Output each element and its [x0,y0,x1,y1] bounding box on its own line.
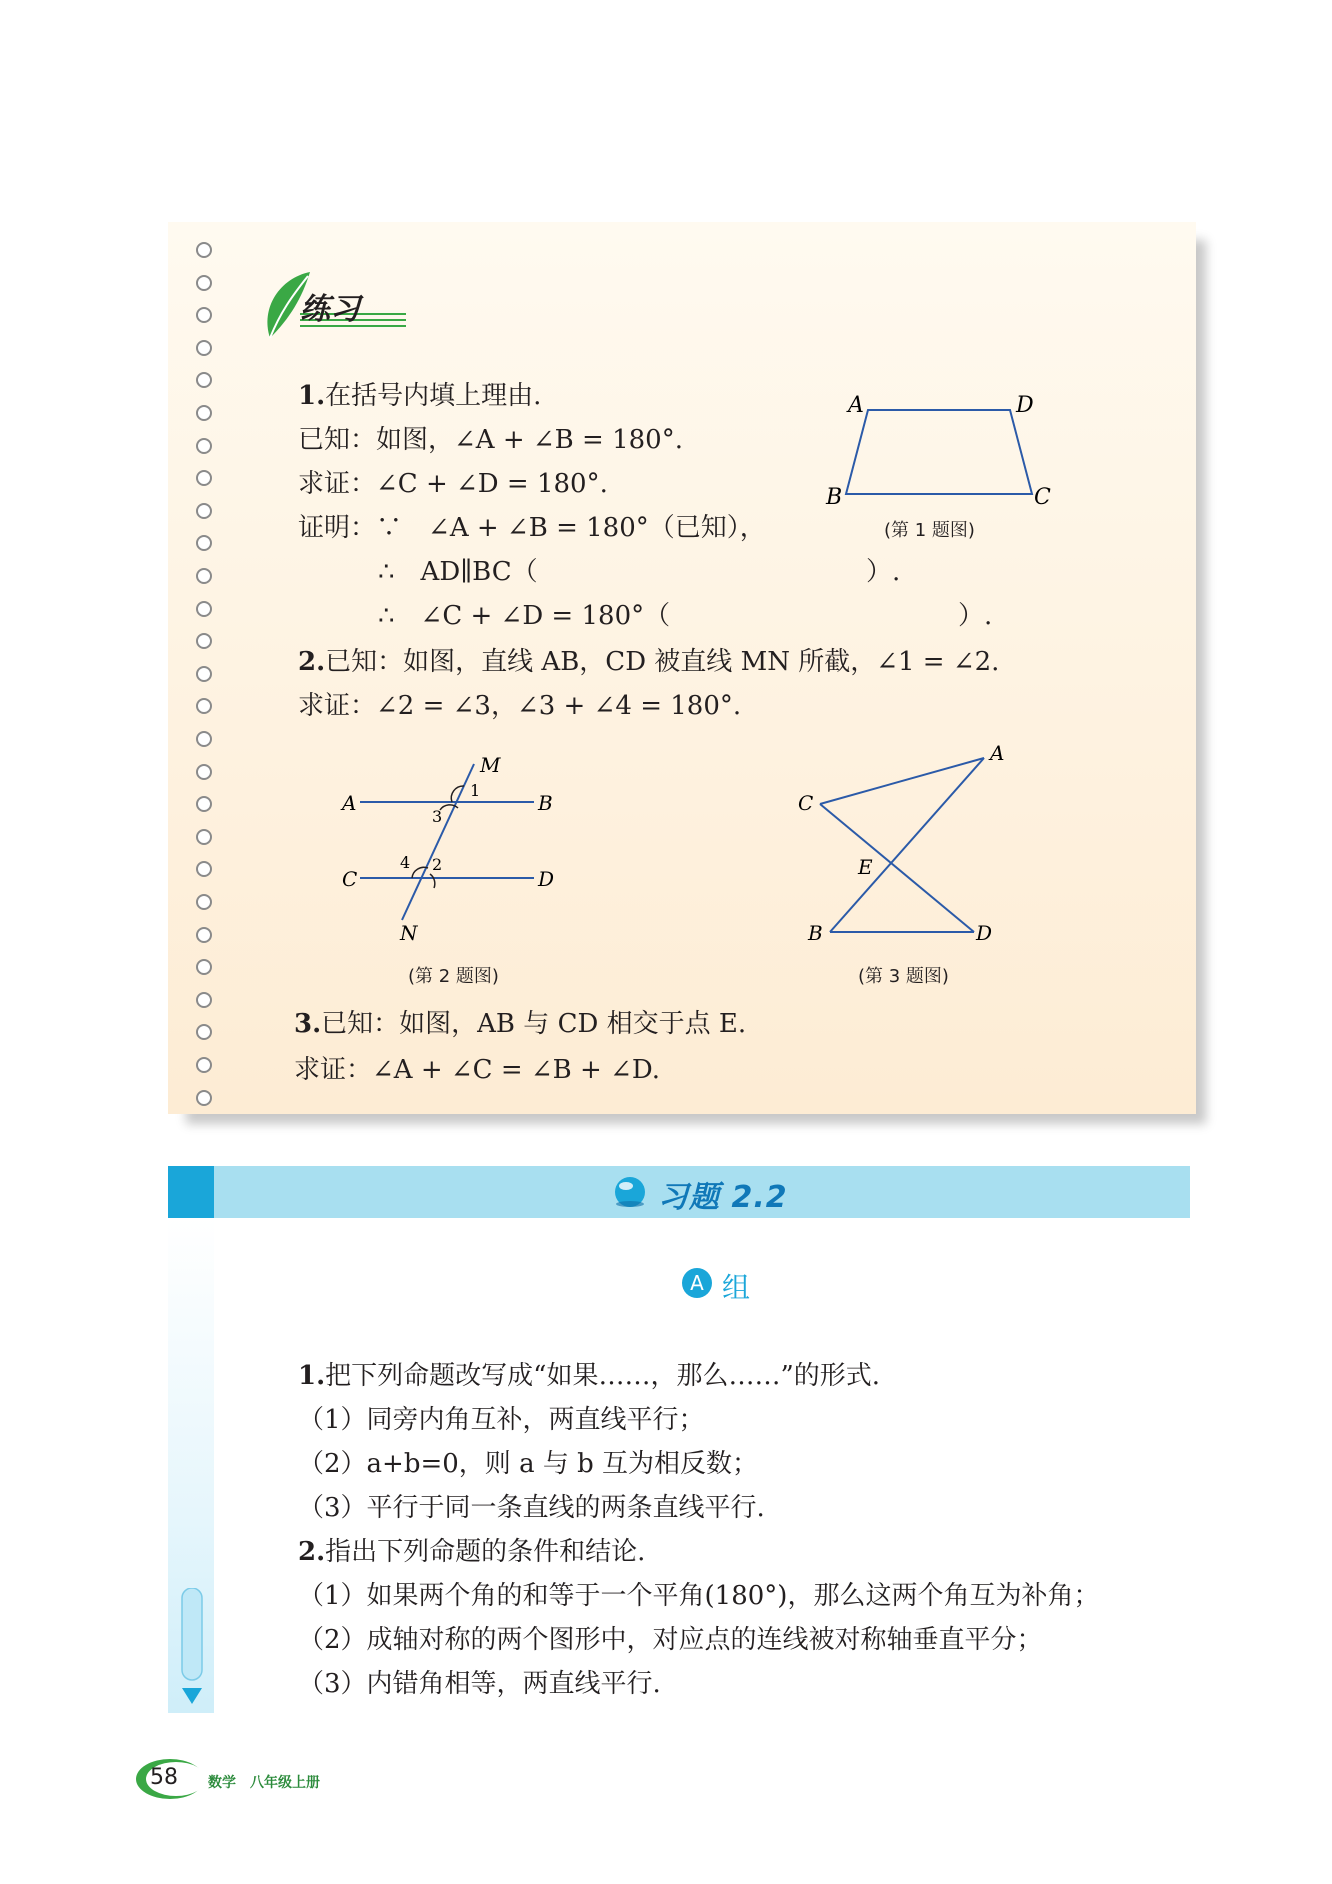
notebook-ring [196,503,212,519]
figure-3-crossing [790,742,1030,952]
notebook-ring [196,992,212,1008]
angle-2-arc [430,874,435,888]
fig1-label-a: A [848,393,864,418]
ex-q2-item-2: （2）成轴对称的两个图形中，对应点的连线被对称轴垂直平分； [298,1625,1043,1655]
fig3-label-c: C [798,791,814,815]
segment-cd [820,804,974,932]
fig2-label-c: C [342,867,358,891]
notebook-ring [196,927,212,943]
notebook-ring [196,405,212,421]
q1-prompt: 1.在括号内填上理由. [298,381,542,411]
fig2-angle-3: 3 [432,807,443,826]
notebook-ring [196,275,212,291]
ex-q1-item-1: （1）同旁内角互补，两直线平行； [298,1405,705,1435]
notebook-ring [196,438,212,454]
notebook-ring [196,666,212,682]
group-label: 组 [722,1271,751,1304]
q1-proof-line3: ∴ ∠C + ∠D = 180°（ [378,601,671,631]
q1-proof-line2: ∴ AD∥BC（ [378,557,538,587]
fig2-label-n: N [400,921,418,945]
notebook-ring [196,894,212,910]
q1-proof-line3-close: ）. [958,601,993,631]
globe-icon [612,1174,648,1210]
q1-prove: 求证：∠C + ∠D = 180°. [298,469,608,499]
notebook-ring [196,340,212,356]
q2-given: 2.已知：如图，直线 AB，CD 被直线 MN 所截，∠1 = ∠2. [298,647,1000,677]
exercise-title: 习题 2.2 [658,1180,788,1215]
figure-1-trapezoid [820,392,1060,512]
ex-q1-item-3: （3）平行于同一条直线的两条直线平行. [298,1493,765,1523]
ex-q2-item-3: （3）内错角相等，两直线平行. [298,1669,661,1699]
fig3-label-e: E [858,855,873,879]
scroll-indicator-icon [180,1588,204,1708]
segment-ab [830,758,984,932]
fig1-label-c: C [1034,485,1051,510]
figure-2-transversal [330,750,580,950]
notebook-ring [196,601,212,617]
figure-2-caption: (第 2 题图) [408,966,499,987]
notebook-ring [196,1057,212,1073]
footer-book-title: 数学 八年级上册 [208,1775,320,1791]
ex-q1-item-2: （2）a+b=0，则 a 与 b 互为相反数； [298,1449,759,1479]
exercise-header-square [168,1166,214,1218]
notebook-ring [196,242,212,258]
fig3-label-a: A [990,742,1005,765]
page-number: 58 [150,1765,178,1790]
fig2-label-m: M [480,753,501,777]
notebook-ring [196,731,212,747]
ex-q2-item-1: （1）如果两个角的和等于一个平角(180°)，那么这两个角互为补角； [298,1581,1100,1611]
figure-1-caption: (第 1 题图) [884,520,975,541]
line-mn [402,764,474,920]
practice-heading: 练习 [300,292,360,327]
figure-3-caption: (第 3 题图) [858,966,949,987]
q1-given: 已知：如图，∠A + ∠B = 180°. [298,425,683,455]
q2-prove: 求证：∠2 = ∠3，∠3 + ∠4 = 180°. [298,691,742,721]
q1-proof-line1: 证明：∵ ∠A + ∠B = 180°（已知）， [298,513,766,543]
fig1-label-d: D [1016,393,1034,418]
notebook-ring [196,829,212,845]
angle-3-arc [440,805,458,810]
ex-q1-prompt: 1.把下列命题改写成“如果……，那么……”的形式. [298,1361,881,1391]
notebook-ring [196,1090,212,1106]
q3-prove: 求证：∠A + ∠C = ∠B + ∠D. [294,1055,661,1085]
notebook-ring [196,568,212,584]
fig1-label-b: B [826,485,843,510]
fig2-angle-2: 2 [432,855,443,874]
fig3-label-d: D [976,921,993,945]
q3-given: 3.已知：如图，AB 与 CD 相交于点 E. [294,1009,747,1039]
fig2-label-b: B [538,791,553,815]
notebook-ring [196,764,212,780]
segment-ca [820,758,984,804]
ex-q2-prompt: 2.指出下列命题的条件和结论. [298,1537,646,1567]
fig2-angle-4: 4 [400,853,411,872]
q1-proof-line2-close: ）. [866,557,901,587]
fig2-angle-1: 1 [470,781,481,800]
group-badge: A [682,1268,712,1298]
fig3-label-b: B [808,921,823,945]
fig2-label-d: D [538,867,555,891]
trapezoid-shape [846,410,1032,494]
fig2-label-a: A [342,791,357,815]
